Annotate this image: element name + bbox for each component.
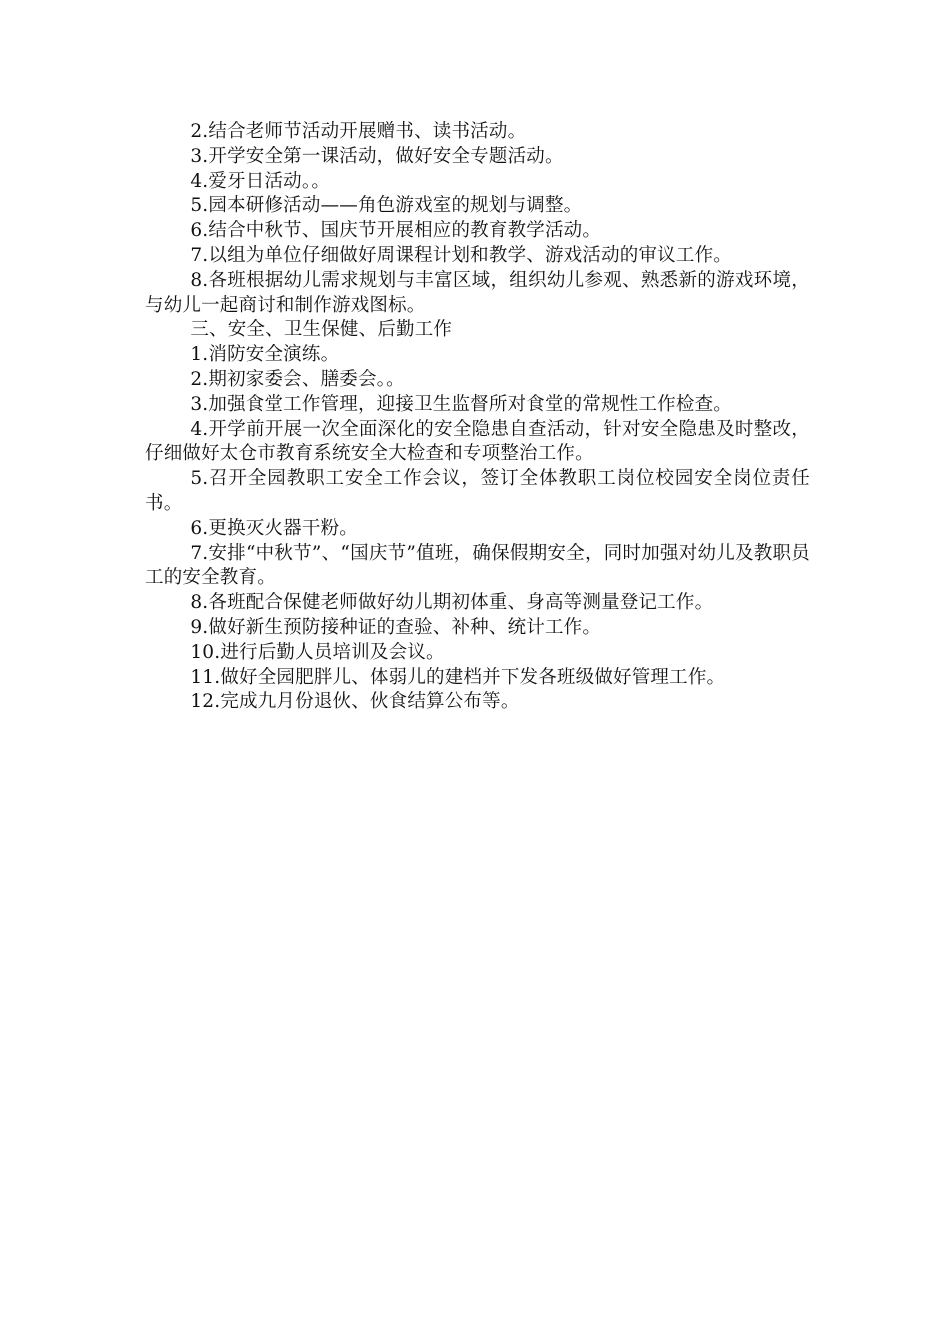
list-item: 5.园本研修活动——角色游戏室的规划与调整。 [190, 195, 583, 217]
list-item: 7.安排“中秋节”、“国庆节”值班，确保假期安全，同时加强对幼儿及教职员工的安全教育。 [145, 542, 810, 589]
list-item: 10.进行后勤人员培训及会议。 [190, 641, 445, 663]
list-item: 5.召开全园教职工安全工作会议，签订全体教职工岗位校园安全岗位责任书。 [145, 468, 810, 514]
list-item: 2.期初家委会、膳委会。。 [190, 368, 405, 390]
list-item: 4.开学前开展一次全面深化的安全隐患自查活动，针对安全隐患及时整改，仔细做好太仓市教育系统安全大检查和专项整治工作。 [145, 418, 810, 465]
list-item: 3.加强食堂工作管理，迎接卫生监督所对食堂的常规性工作检查。 [190, 393, 732, 415]
list-item: 4.爱牙日活动。。 [190, 170, 331, 192]
list-item: 3.开学安全第一课活动，做好安全专题活动。 [190, 145, 564, 167]
list-item: 11.做好全园肥胖儿、体弱儿的建档并下发各班级做好管理工作。 [190, 666, 726, 688]
list-item: 9.做好新生预防接种证的查验、补种、统计工作。 [190, 616, 602, 638]
list-item: 2.结合老师节活动开展赠书、读书活动。 [190, 121, 527, 142]
list-item: 12.完成九月份退伙、伙食结算公布等。 [190, 691, 520, 713]
list-item: 6.更换灭火器干粉。 [190, 517, 358, 539]
list-item: 8.各班配合保健老师做好幼儿期初体重、身高等测量登记工作。 [190, 592, 714, 614]
list-item: 6.结合中秋节、国庆节开展相应的教育教学活动。 [190, 220, 602, 242]
list-item: 1.消防安全演练。 [190, 344, 340, 366]
list-item: 8.各班根据幼儿需求规划与丰富区域，组织幼儿参观、熟悉新的游戏环境，与幼儿一起商讨和制作游戏图标。 [145, 269, 810, 316]
section-heading: 三、安全、卫生保健、后勤工作 [190, 319, 453, 341]
list-item: 7.以组为单位仔细做好周课程计划和教学、游戏活动的审议工作。 [190, 244, 732, 266]
document-body [145, 120, 810, 715]
